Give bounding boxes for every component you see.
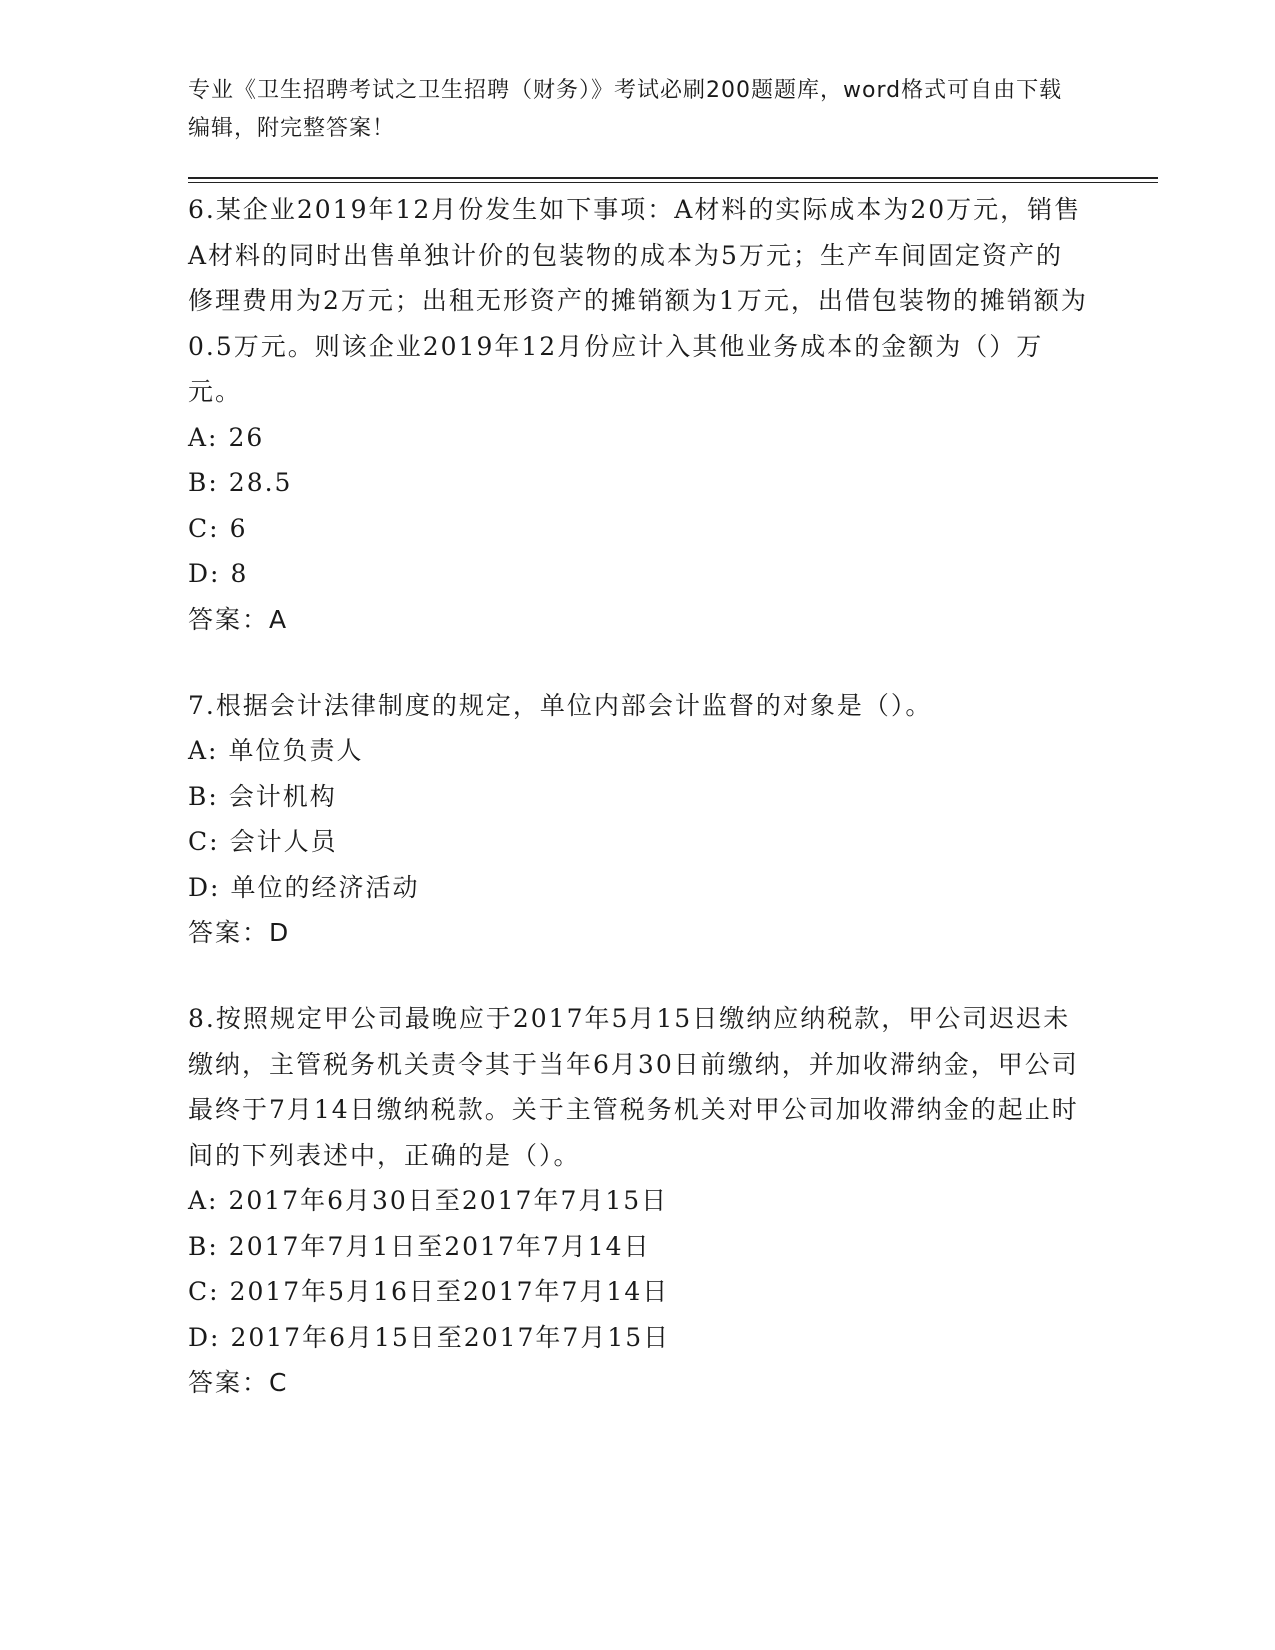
- option-text: 会计机构: [228, 781, 337, 811]
- header-rule-thin: [188, 182, 1158, 183]
- option-text: 26: [228, 422, 265, 452]
- question-text: 8.按照规定甲公司最晚应于2017年5月15日缴纳应纳税款，甲公司迟迟未缴纳，主管税务机关责令其于当年6月30日前缴纳，并加收滞纳金，甲公司最终于7月14日缴纳税款。关于主管税务机关对甲公司加收滞纳金的起止时间的下列表述中，正确的是（）。: [188, 1004, 1079, 1170]
- option-d: [188, 1315, 1088, 1361]
- option-letter: A:: [188, 422, 219, 452]
- option-c: [188, 819, 1088, 865]
- option-text: 2017年6月30日至2017年7月15日: [228, 1186, 669, 1215]
- option-a: [188, 415, 1088, 461]
- option-text: 2017年6月15日至2017年7月15日: [230, 1322, 671, 1352]
- question-text: 6.某企业2019年12月份发生如下事项：A材料的实际成本为20万元，销售A材料的同时出售单独计价的包装物的成本为5万元；生产车间固定资产的修理费用为2万元；出租无形资产的摊销额为1万元，出借包装物的摊销额为0.5万元。则该企业2019年12月份应计入其他业务成本的金额为（）万元。: [188, 195, 1088, 406]
- option-letter: C:: [188, 513, 220, 543]
- option-letter: A:: [188, 1186, 219, 1215]
- answer-line: 答案：D: [188, 918, 291, 947]
- question-text: 7.根据会计法律制度的规定，单位内部会计监督的对象是（）。: [188, 690, 933, 720]
- option-text: 2017年5月16日至2017年7月14日: [229, 1277, 670, 1306]
- option-b: [188, 774, 1088, 820]
- question-8: [188, 996, 1088, 1406]
- option-letter: C:: [188, 827, 220, 856]
- option-c: [188, 1269, 1088, 1315]
- option-text: 6: [229, 513, 248, 543]
- option-b: [188, 1224, 1088, 1270]
- option-text: 28.5: [228, 468, 293, 497]
- option-d: [188, 865, 1088, 911]
- option-d: [188, 551, 1088, 597]
- answer-line: 答案：C: [188, 1368, 289, 1397]
- option-a: [188, 1178, 1088, 1224]
- option-text: 2017年7月1日至2017年7月14日: [228, 1231, 651, 1261]
- option-letter: D:: [188, 559, 221, 588]
- option-b: [188, 460, 1088, 506]
- question-list: [188, 187, 1088, 1446]
- option-text: 单位负责人: [228, 736, 364, 765]
- option-letter: B:: [188, 468, 219, 497]
- header-rule-thick: [188, 177, 1158, 179]
- option-c: [188, 506, 1088, 552]
- page-header-title: 专业《卫生招聘考试之卫生招聘（财务）》考试必刷200题题库，word格式可自由下载编辑，附完整答案！: [188, 78, 1063, 141]
- option-letter: D:: [188, 1322, 221, 1352]
- option-text: 8: [230, 559, 249, 588]
- option-letter: B:: [188, 1231, 219, 1261]
- option-a: [188, 728, 1088, 774]
- question-6: [188, 187, 1088, 643]
- option-letter: B:: [188, 781, 219, 811]
- option-text: 单位的经济活动: [230, 872, 420, 902]
- option-text: 会计人员: [229, 827, 338, 856]
- option-letter: A:: [188, 736, 219, 765]
- option-letter: D:: [188, 872, 221, 902]
- question-7: [188, 683, 1088, 957]
- option-letter: C:: [188, 1277, 220, 1306]
- answer-line: 答案：A: [188, 604, 289, 634]
